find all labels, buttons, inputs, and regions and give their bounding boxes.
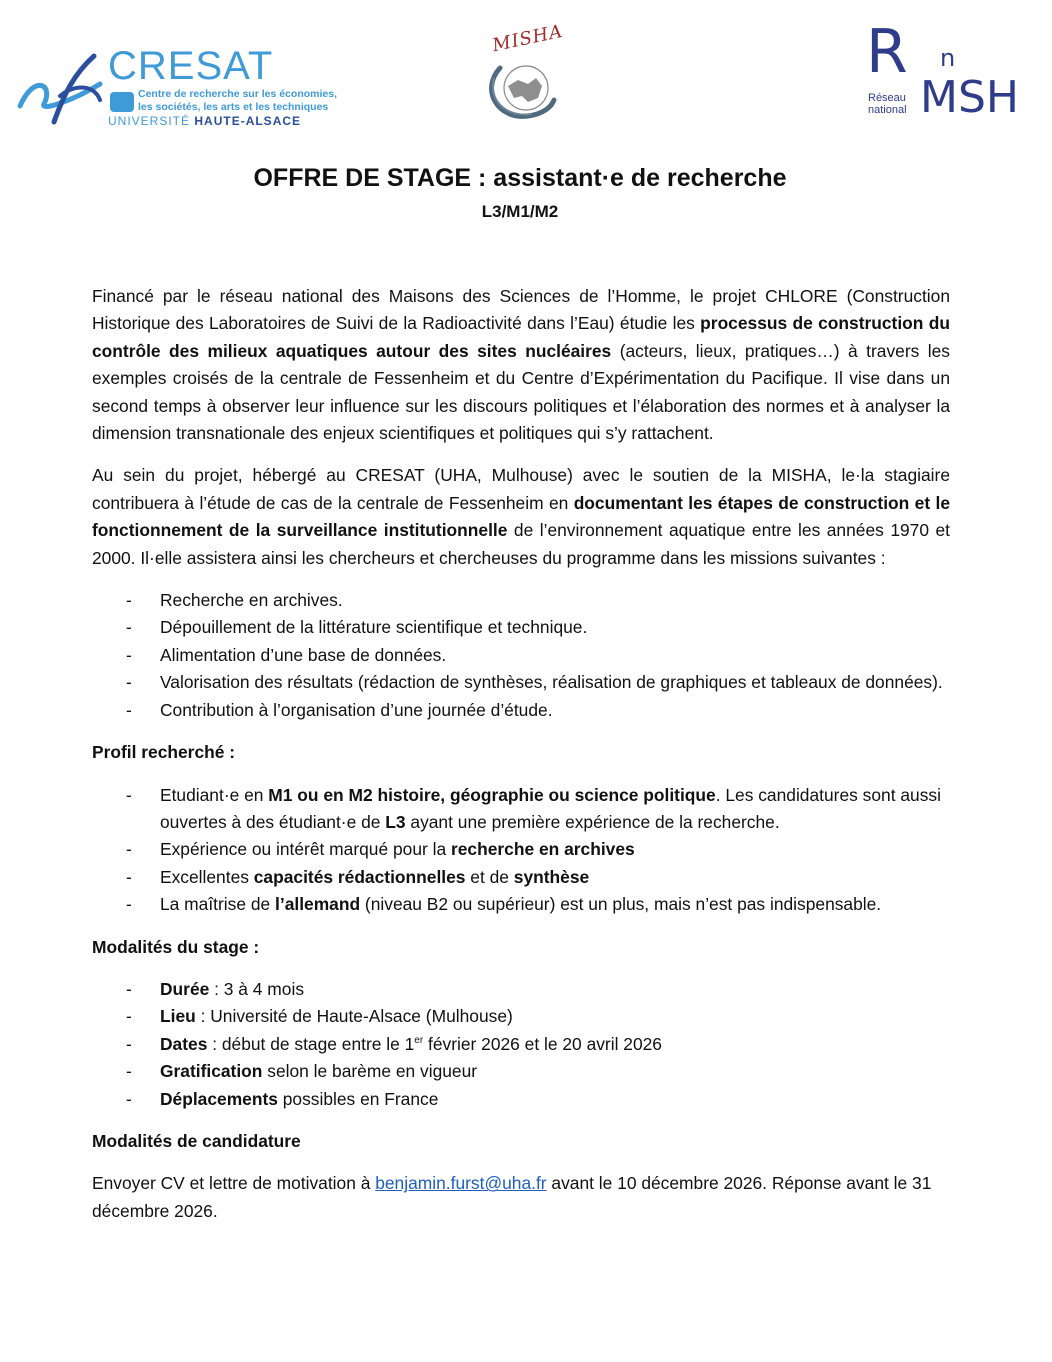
rnmsh-subtitle-line1: Réseau [868,92,906,104]
term-value: : 3 à 4 mois [209,978,305,999]
page-title: OFFRE DE STAGE : assistant·e de recherche [253,164,787,192]
cresat-subtitle-line1: Centre de recherche sur les économies, [138,88,338,100]
text-run-bold: documentant les étapes de construction et le fonctionnement de la surveillance institutionnelle [92,492,951,541]
cresat-square-icon [110,92,134,112]
list-item [92,891,950,918]
text-run: avant le 10 décembre 2026. Réponse avant le 31 décembre 2026. [92,1173,932,1221]
text-run: Excellentes [160,866,254,887]
cresat-wordmark: CRESAT [108,44,274,88]
cresat-subtitle [138,88,337,114]
globe-icon [478,28,564,120]
list-item: - Recherche en archives. [92,587,950,614]
term-value: : début de stage entre le 1 [207,1033,415,1054]
document-body [92,283,950,1225]
misha-logo [478,20,565,120]
misha-wordmark: MISHA [490,20,565,57]
text-run: et de [465,866,514,887]
term-label: Lieu [160,1006,196,1027]
term-label: Dates [160,1033,208,1054]
text-run-bold: processus de construction du contrôle des milieux aquatiques autour des sites nucléaires [92,313,950,361]
profile-heading: Profil recherché : [92,742,236,763]
rnmsh-letter-r: R [866,17,908,87]
text-run: La maîtrise de [160,894,276,915]
text-run: de l’environnement aquatique entre les années 1970 et 2000. Il·elle assistera ainsi les chercheurs et chercheuses du programme dans les missions suivantes : [92,520,950,568]
rnmsh-logo [864,17,1024,124]
text-run: Envoyer CV et lettre de motivation à [92,1173,376,1194]
terms-heading: Modalités du stage : [92,936,260,957]
missions-list [92,587,950,724]
text-run: ayant une première expérience de la recherche. [405,811,780,832]
application-heading: Modalités de candidature [92,1130,301,1151]
text-run-bold: capacités rédactionnelles [253,866,466,887]
rnmsh-letter-n: n [940,44,956,72]
uha-wordmark [108,114,301,128]
uha-word-universite: UNIVERSITÉ [108,114,195,128]
text-run-bold: l’allemand [275,894,361,915]
cresat-logo [14,44,338,128]
list-item [92,1086,950,1113]
text-run-bold: recherche en archives [450,839,635,860]
text-run: Financé par le réseau national des Maisons des Sciences de l’Homme, le projet CHLORE (Construction Historique des Laboratoires de Suivi de la Radioactivité dans l’Eau) étudie les [92,286,950,334]
term-value: : Université de Haute-Alsace (Mulhouse) [195,1006,513,1027]
uha-swoosh-icon [14,44,110,128]
list-item [92,1031,950,1058]
text-run: Etudiant·e en [160,784,269,805]
term-value: possibles en France [277,1088,439,1109]
text-run: Au sein du projet, hébergé au CRESAT (UHA, Mulhouse) avec le soutien de la MISHA, le·la stagiaire contribuera à l’étude de cas de la centrale de Fessenheim en [92,465,950,513]
intro-paragraph-1 [92,283,950,447]
term-value: selon le barème en vigueur [262,1061,478,1082]
uha-word-haute-alsace: HAUTE-ALSACE [194,114,302,128]
page-subtitle-levels: L3/M1/M2 [481,202,559,221]
rnmsh-subtitle [868,92,907,116]
text-run: Expérience ou intérêt marqué pour la [160,839,451,860]
list-item [92,864,950,891]
list-item [92,836,950,863]
terms-list [92,976,950,1113]
term-label: Gratification [160,1061,263,1082]
list-item: - Contribution à l’organisation d’une journée d’étude. [92,697,950,724]
list-item: - Alimentation d’une base de données. [92,642,950,669]
intro-paragraph-2 [92,462,950,572]
list-item [92,1003,950,1030]
cresat-subtitle-line2: les sociétés, les arts et les techniques [138,101,329,113]
email-link[interactable]: benjamin.furst@uha.fr [375,1173,547,1194]
text-run: (niveau B2 ou supérieur) est un plus, mais n’est pas indispensable. [360,894,882,915]
list-item: - Valorisation des résultats (rédaction de synthèses, réalisation de graphiques et tableaux de données). [92,669,950,696]
profile-list [92,782,950,919]
rnmsh-subtitle-line2: national [868,104,907,116]
term-label: Déplacements [160,1088,278,1109]
text-run-bold: M1 ou en M2 histoire, géographie ou science politique [268,784,716,805]
text-run-bold: synthèse [513,866,590,887]
list-item [92,782,950,837]
list-item [92,976,950,1003]
application-paragraph [92,1170,950,1225]
term-value: février 2026 et le 20 avril 2026 [423,1033,662,1054]
list-item: - Dépouillement de la littérature scientifique et technique. [92,614,950,641]
text-run: . Les candidatures sont aussi ouvertes à des étudiant·e de [160,784,941,832]
rnmsh-msh-wordmark: MSH [920,72,1019,123]
term-label: Durée [160,978,210,999]
text-run: (acteurs, lieux, pratiques…) à travers les exemples croisés de la centrale de Fessenheim et du Centre d’Expérimentation du Pacifique. Il vise dans un second temps à observer leur influence sur les discours politiques et l’élaboration des normes et à analyser la dimension transnationale des enjeux scientifiques et politiques qui s’y rattachent. [92,340,950,444]
list-item [92,1058,950,1085]
text-run-bold: L3 [385,811,406,832]
superscript: er [414,1034,424,1046]
